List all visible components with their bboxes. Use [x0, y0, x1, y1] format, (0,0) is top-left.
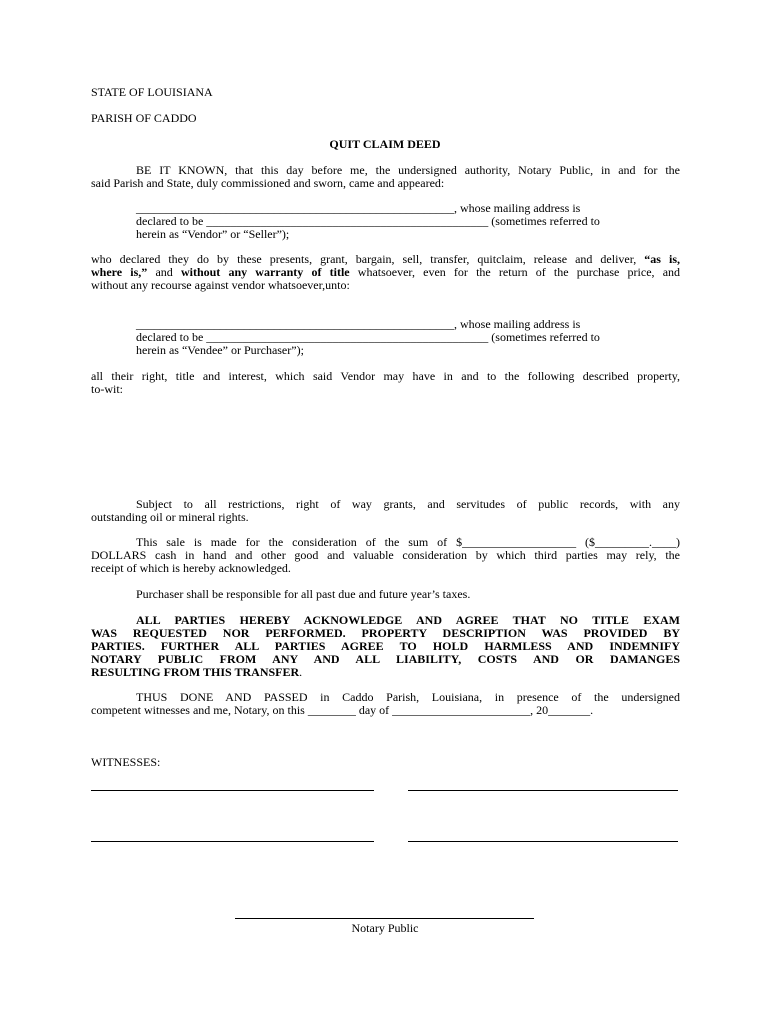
- acknowledgement-line-3: PARTIES. FURTHER ALL PARTIES AGREE TO HOLD HARMLESS AND INDEMNIFY: [91, 639, 680, 653]
- vendor-name-line: _____________________________________________________, whose mailing address is: [136, 201, 581, 215]
- no-warranty-text: without any warranty of title: [180, 265, 350, 279]
- witness-1-signature-line[interactable]: [91, 790, 374, 791]
- intro-line-2: said Parish and State, duly commissioned and sworn, came and appeared:: [91, 176, 445, 190]
- conveyance-line-3: without any recourse against vendor whatsoever,unto:: [91, 278, 350, 292]
- notary-signature-line[interactable]: [235, 918, 534, 919]
- consideration-line-1: This sale is made for the consideration of the sum of $___________________ ($_________.____): [136, 535, 680, 549]
- consideration-line-3: receipt of which is hereby acknowledged.: [91, 561, 291, 575]
- witness-3-signature-line[interactable]: [91, 841, 374, 842]
- conveyance-text-1a: who declared they do by these presents, grant, bargain, sell, transfer, quitclaim, release and deliver,: [91, 252, 637, 266]
- acknowledgement-line-5: [91, 666, 302, 679]
- consideration-line-2: DOLLARS cash in hand and other good and valuable consideration by which third parties may rely, the: [91, 548, 680, 562]
- acknowledgement-line-2: WAS REQUESTED NOR PERFORMED. PROPERTY DESCRIPTION WAS PROVIDED BY: [91, 626, 680, 640]
- conveyance-text-2d: whatsoever, even for the return of the purchase price, and: [357, 265, 681, 279]
- parish-heading: PARISH OF CADDO: [91, 111, 197, 125]
- vendee-address-line: declared to be _______________________________________________ (sometimes referred to: [136, 330, 600, 344]
- vendor-address-line: declared to be _______________________________________________ (sometimes referred to: [136, 214, 600, 228]
- conveyance-text-2b: and: [155, 265, 173, 279]
- acknowledgement-line-1: ALL PARTIES HEREBY ACKNOWLEDGE AND AGREE THAT NO TITLE EXAM: [136, 613, 680, 627]
- notary-public-label: Notary Public: [351, 921, 419, 935]
- vendor-designation: herein as “Vendor” or “Seller”);: [136, 227, 290, 241]
- property-line-1: all their right, title and interest, which said Vendor may have in and to the following described property,: [91, 369, 680, 383]
- witnesses-label: WITNESSES:: [91, 755, 161, 769]
- execution-line-1: THUS DONE AND PASSED in Caddo Parish, Louisiana, in presence of the undersigned: [136, 690, 680, 704]
- vendee-name-line: _____________________________________________________, whose mailing address is: [136, 317, 581, 331]
- as-is-text: “as is,: [644, 252, 680, 266]
- witness-2-signature-line[interactable]: [408, 790, 678, 791]
- intro-line-1: BE IT KNOWN, that this day before me, the undersigned authority, Notary Public, in and for the: [136, 163, 680, 177]
- execution-line-2: competent witnesses and me, Notary, on this ________ day of _______________________, 20_______.: [91, 703, 594, 717]
- vendee-designation: herein as “Vendee” or Purchaser”);: [136, 343, 304, 357]
- where-is-text: where is,”: [91, 265, 148, 279]
- acknowledgement-line-4: NOTARY PUBLIC FROM ANY AND ALL LIABILITY, COSTS AND OR DAMANGES: [91, 652, 680, 666]
- document-title: QUIT CLAIM DEED: [329, 137, 441, 151]
- acknowledgement-period: .: [299, 665, 303, 679]
- taxes-clause: Purchaser shall be responsible for all past due and future year’s taxes.: [136, 587, 471, 601]
- restrictions-line-1: Subject to all restrictions, right of way grants, and servitudes of public records, with any: [136, 497, 680, 511]
- acknowledgement-line-5-text: RESULTING FROM THIS TRANSFER: [91, 665, 300, 679]
- witness-4-signature-line[interactable]: [408, 841, 678, 842]
- state-heading: STATE OF LOUISIANA: [91, 85, 213, 99]
- restrictions-line-2: outstanding oil or mineral rights.: [91, 510, 249, 524]
- property-line-2: to-wit:: [91, 382, 123, 396]
